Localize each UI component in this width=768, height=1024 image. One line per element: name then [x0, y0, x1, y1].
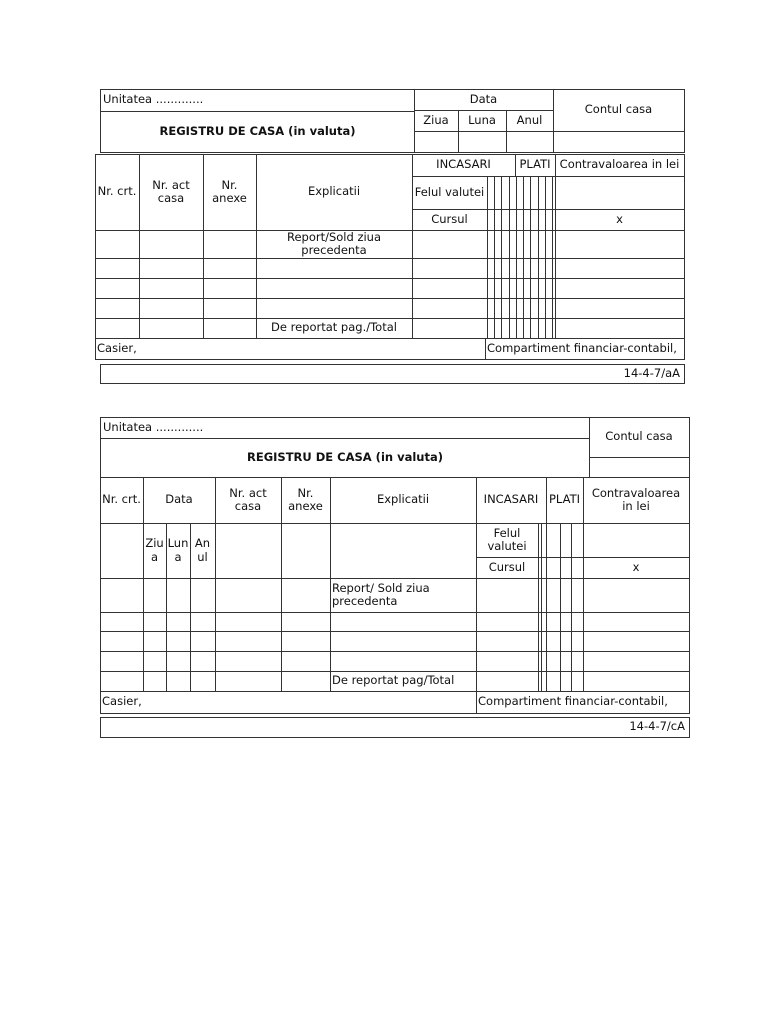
form-a-date-line2 — [414, 131, 685, 132]
form-a-col-explicatii: Explicatii — [307, 184, 361, 199]
form-a-col-nr-crt: Nr. crt. — [97, 184, 137, 199]
form-a-amount-col-8 — [545, 176, 546, 339]
form-a-year-label: Anul — [516, 112, 543, 127]
form-a-casier: Casier, — [97, 340, 137, 355]
form-a-amount-col-5 — [523, 176, 524, 339]
form-c-account-line — [589, 457, 690, 458]
form-a-amount-col-3 — [509, 176, 510, 339]
form-a-day-label: Ziua — [423, 112, 449, 127]
form-c-col-explicatii: Explicatii — [376, 492, 430, 507]
form-a-row-line-1 — [95, 258, 685, 259]
form-c-col-incasari: INCASARI — [483, 492, 539, 507]
form-c-amount-col-0 — [538, 523, 539, 692]
form-a-unit-label: Unitatea ............. — [103, 92, 204, 107]
form-a-amount-col-9 — [552, 176, 553, 339]
form-a-row-line-3 — [95, 298, 685, 299]
form-a-cash-account-label: Contul casa — [584, 102, 653, 117]
form-c-row-line-2 — [100, 651, 690, 652]
form-c-code: 14-4-7/cA — [629, 719, 685, 734]
form-c-col-nr-crt: Nr. crt. — [102, 492, 141, 507]
form-a-amount-col-7 — [538, 176, 539, 339]
form-c-unit-label: Unitatea ............. — [103, 420, 204, 435]
form-c-cursul-line-left — [100, 578, 331, 579]
form-a-date-header: Data — [469, 91, 498, 106]
form-c-amount-col-2 — [560, 523, 561, 692]
form-c-amount-col-3 — [571, 523, 572, 692]
form-c-report-sold: Report/ Sold ziua precedenta — [332, 580, 430, 608]
form-a-code: 14-4-7/aA — [623, 365, 680, 380]
form-c-title: REGISTRU DE CASA (in valuta) — [247, 450, 443, 465]
form-a-row-line-2 — [95, 278, 685, 279]
form-c-felul-valutei: Felul valutei — [487, 525, 527, 553]
form-a-col-sep-contra — [555, 154, 556, 339]
form-c-year-short: An ul — [194, 536, 211, 564]
form-a-col-plati: PLATI — [519, 157, 551, 172]
form-a-amount-col-4 — [516, 176, 517, 339]
form-c-day-short: Ziu a — [145, 536, 164, 564]
form-c-amount-col-1 — [541, 523, 542, 692]
form-c-compartiment: Compartiment financiar-contabil, — [478, 694, 668, 709]
form-a-amount-col-2 — [501, 176, 502, 339]
form-c-x-mark: x — [632, 559, 640, 574]
form-c-col-data: Data — [165, 492, 193, 507]
form-a-compartiment: Compartiment financiar-contabil, — [487, 340, 677, 355]
form-a-col-nr-anexe: Nr. anexe — [212, 177, 247, 205]
form-c-cash-account-label: Contul casa — [605, 429, 673, 444]
form-a-x-mark: x — [616, 211, 623, 226]
form-a-amount-col-1 — [494, 176, 495, 339]
form-a-report-sold: Report/Sold ziua precedenta — [286, 229, 382, 257]
form-a-col-contravaloarea: Contravaloarea in lei — [559, 157, 680, 172]
form-a-felul-valutei: Felul valutei — [414, 184, 485, 199]
form-c-col-nr-anexe: Nr. anexe — [288, 485, 323, 513]
form-c-de-reportat: De reportat pag/Total — [332, 673, 455, 688]
form-a-month-label: Luna — [468, 112, 496, 127]
form-a-de-reportat: De reportat pag./Total — [271, 320, 397, 335]
form-c-col-nr-act: Nr. act casa — [229, 485, 267, 513]
form-c-month-short: Lun a — [167, 536, 189, 564]
form-c-col-contravaloarea: Contravaloarea in lei — [591, 485, 681, 513]
form-c-casier: Casier, — [102, 694, 142, 709]
form-c-cursul: Cursul — [488, 559, 526, 574]
form-a-title: REGISTRU DE CASA (in valuta) — [159, 124, 356, 139]
form-a-col-incasari: INCASARI — [436, 157, 491, 172]
form-c-row-line-0 — [100, 612, 690, 613]
form-a-amount-col-0 — [487, 176, 488, 339]
form-c-col-plati: PLATI — [549, 492, 580, 507]
form-a-amount-col-6 — [530, 176, 531, 339]
form-c-row-line-1 — [100, 631, 690, 632]
form-a-col-nr-act: Nr. act casa — [152, 177, 190, 205]
form-a-cursul: Cursul — [431, 211, 468, 226]
